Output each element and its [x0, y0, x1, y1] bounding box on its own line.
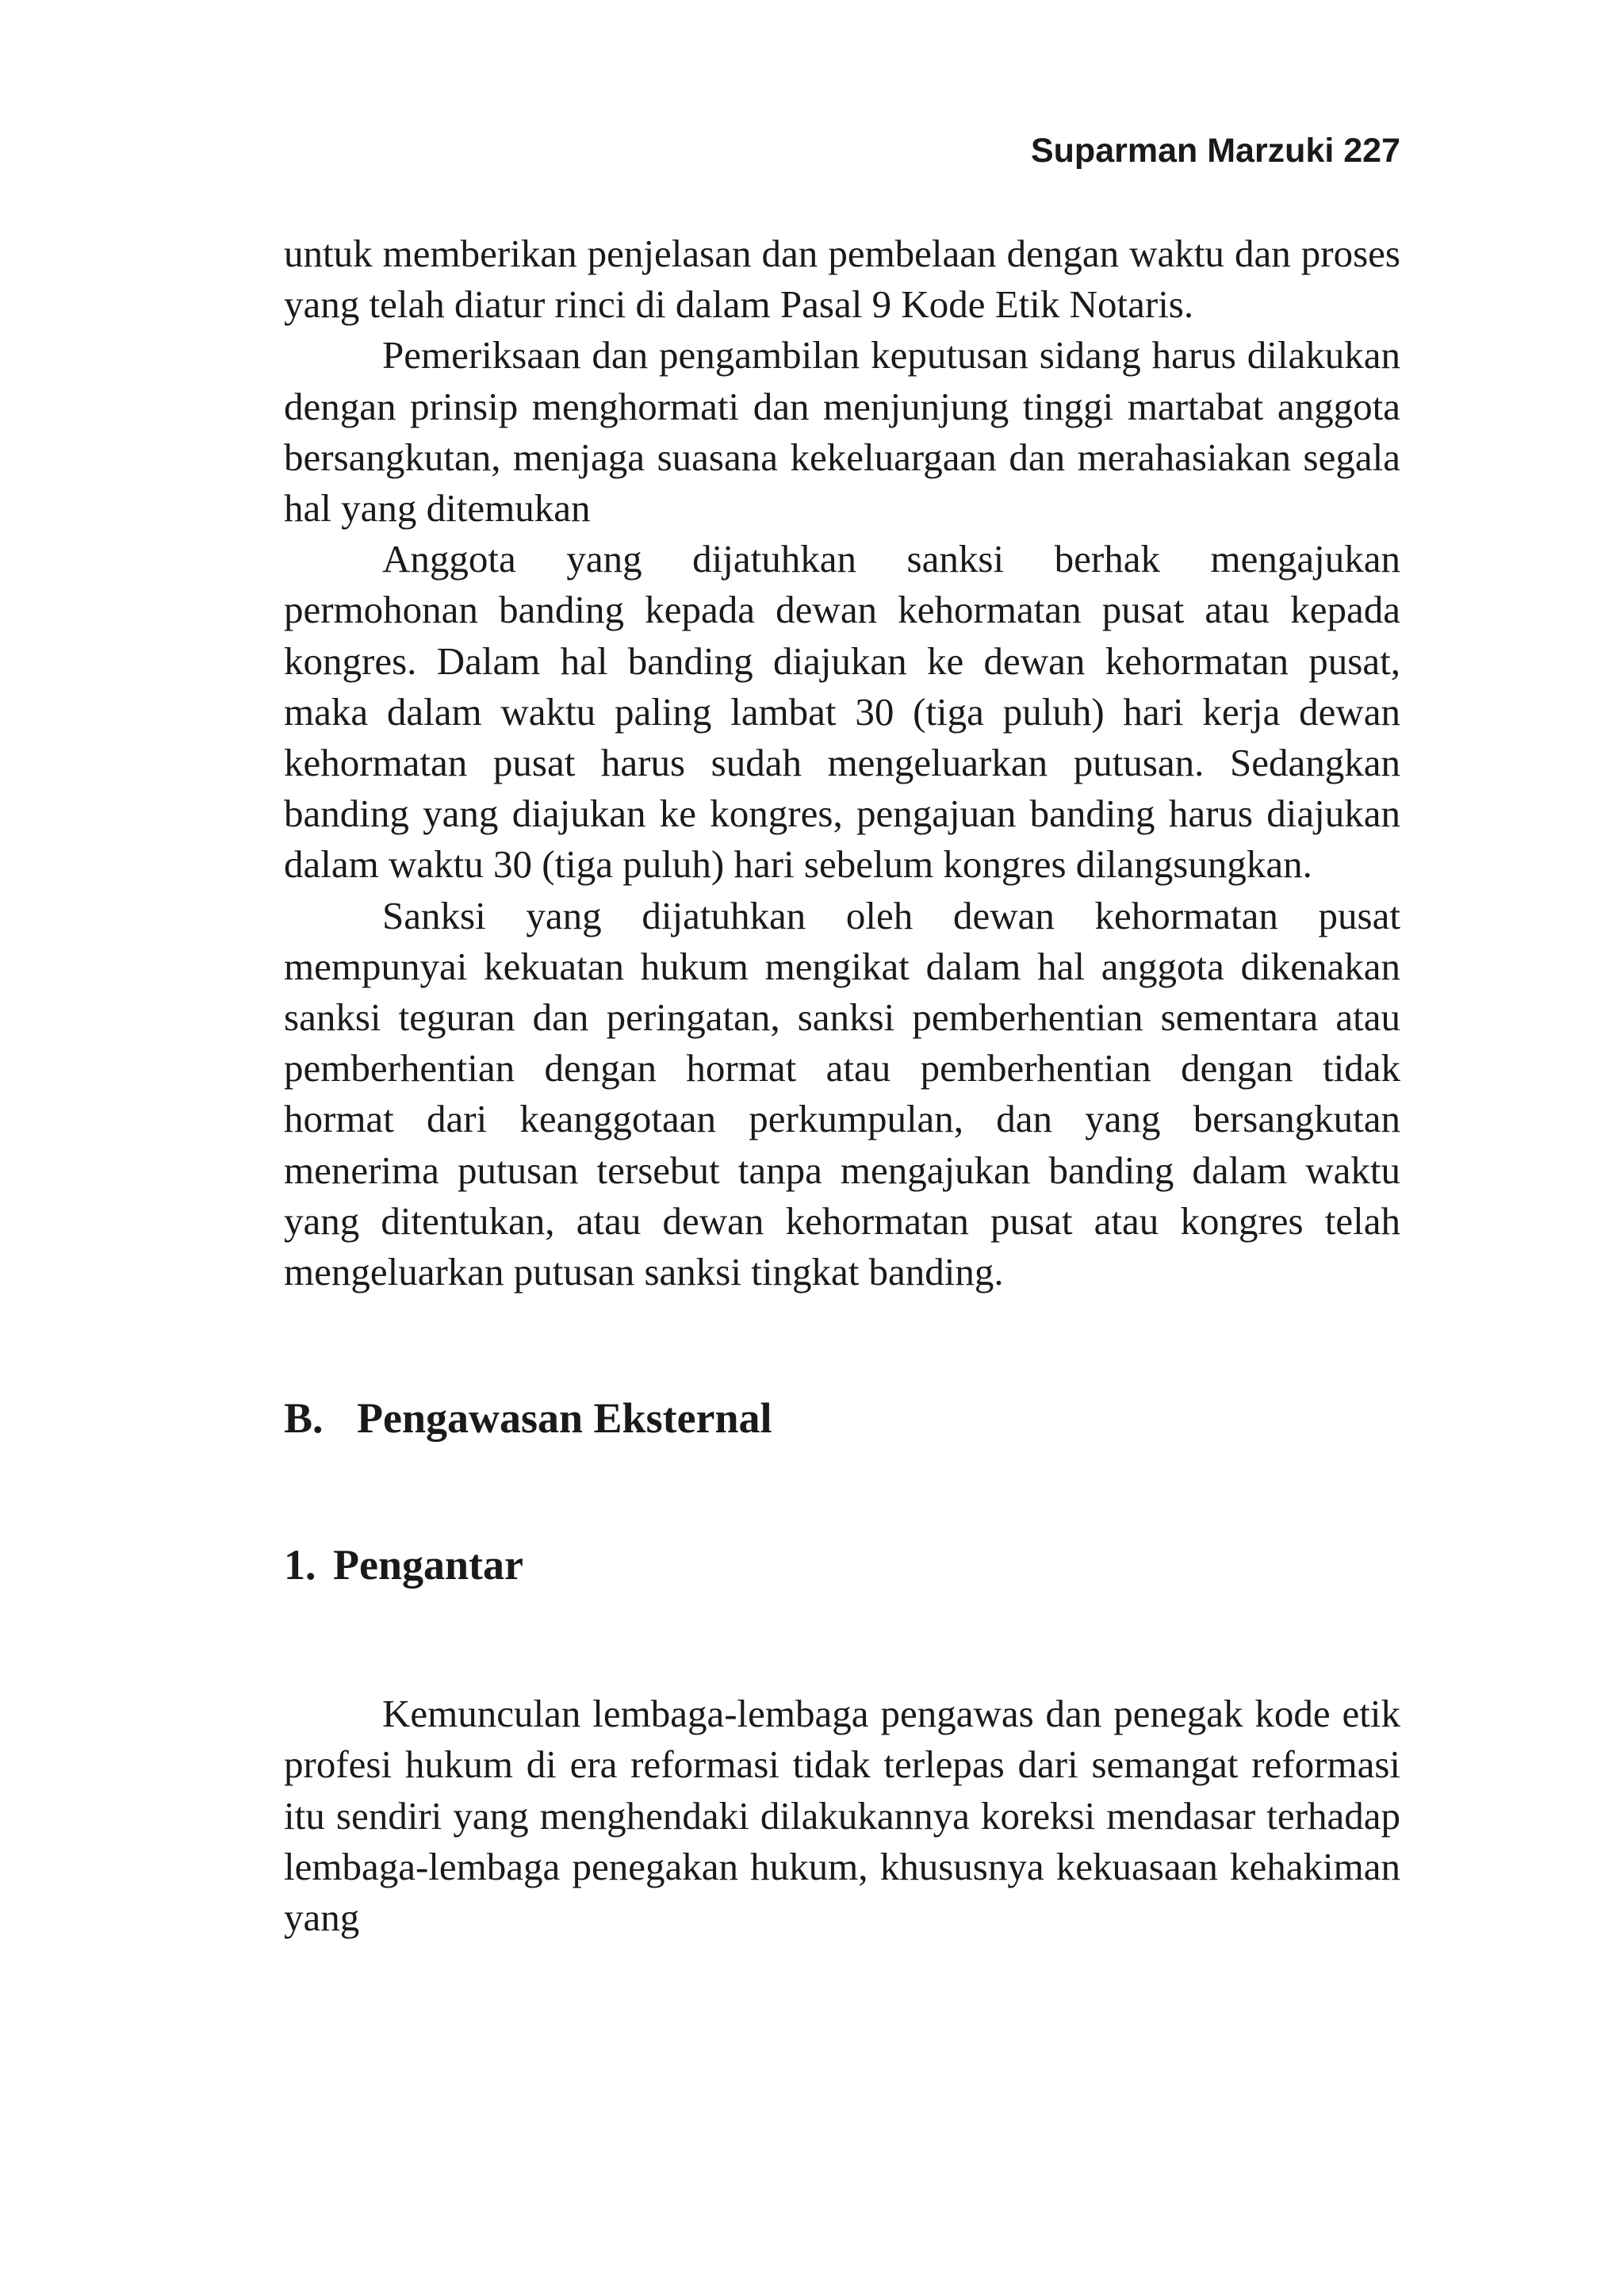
paragraph-sidang: Pemeriksaan dan pengambilan keputusan sidang harus dilakukan dengan prinsip menghormati dan menjunjung tinggi martabat anggota bersangkutan, menjaga suasana kekeluargaan dan merahasiakan segala hal yang ditemukan [284, 333, 1400, 531]
subsection-number: 1. [284, 1541, 316, 1589]
page-body [284, 228, 1400, 1943]
paragraph-continuation: untuk memberikan penjelasan dan pembelaan dengan waktu dan proses yang telah diatur rinci di dalam Pasal 9 Kode Etik Notaris. [284, 232, 1400, 327]
spacer [284, 1297, 1400, 1390]
subsection-title: Pengantar [333, 1541, 523, 1589]
paragraph-sanksi: Sanksi yang dijatuhkan oleh dewan kehormatan pusat mempunyai kekuatan hukum mengikat dalam hal anggota dikenakan sanksi teguran dan peringatan, sanksi pemberhentian sementara atau pemberhentian dengan hormat atau pemberhentian dengan tidak hormat dari keanggotaan perkumpulan, dan yang bersangkutan menerima putusan tersebut tanpa mengajukan banding dalam waktu yang ditentukan, atau dewan kehormatan pusat atau kongres telah mengeluarkan putusan sanksi tingkat banding. [284, 893, 1400, 1294]
spacer [284, 1593, 1400, 1688]
section-title: Pengawasan Eksternal [357, 1394, 772, 1443]
running-header: Suparman Marzuki 227 [1030, 132, 1400, 170]
spacer [284, 1446, 1400, 1537]
section-heading [284, 1390, 1400, 1446]
subsection-heading [284, 1537, 1400, 1593]
paragraph-kemunculan: Kemunculan lembaga-lembaga pengawas dan penegak kode etik profesi hukum di era reformasi tidak terlepas dari semangat reformasi itu sendiri yang menghendaki dilakukannya koreksi mendasar terhadap lembaga-lembaga penegakan hukum, khususnya kekuasaan kehakiman yang [284, 1692, 1400, 1940]
paragraph-banding: Anggota yang dijatuhkan sanksi berhak mengajukan permohonan banding kepada dewan kehormatan pusat atau kepada kongres. Dalam hal banding diajukan ke dewan kehormatan pusat, maka dalam waktu paling lambat 30 (tiga puluh) hari kerja dewan kehormatan pusat harus sudah mengeluarkan putusan. Sedangkan banding yang diajukan ke kongres, pengajuan banding harus diajukan dalam waktu 30 (tiga puluh) hari sebelum kongres dilangsungkan. [284, 537, 1400, 887]
section-letter: B. [284, 1394, 324, 1443]
